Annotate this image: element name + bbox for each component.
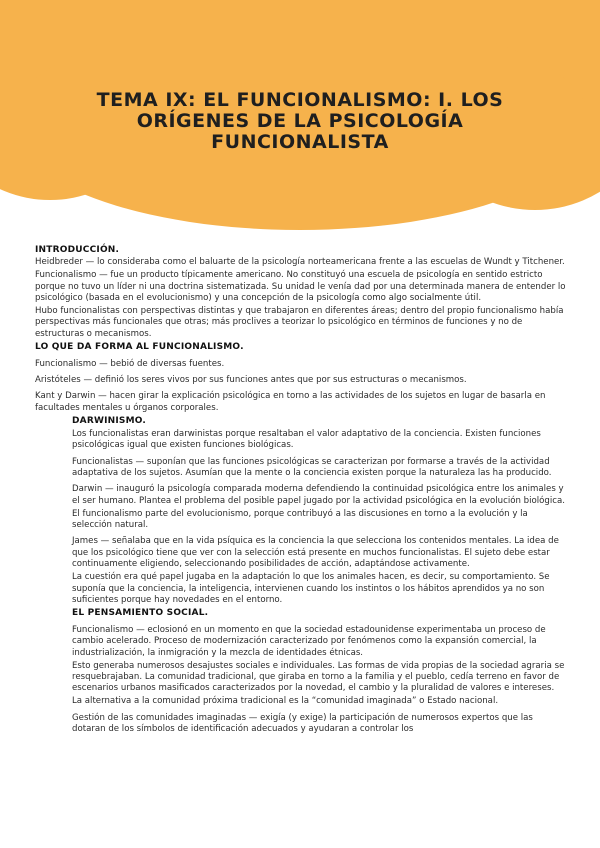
page-title: TEMA IX: EL FUNCIONALISMO: I. LOS ORÍGENES DE LA PSICOLOGÍA FUNCIONALISTA — [96, 89, 504, 153]
paragraph: Funcionalismo — eclosionó en un momento en que la sociedad estadounidense experimentaba un proceso de cambio acelerado. Proceso de modernización caracterizado por fenómenos como la expansión comercial, la industrialización, la inmigración y la mezcla de identidades étnicas. — [72, 624, 546, 658]
paragraph: Funcionalistas — suponían que las funciones psicológicas se caracterizan por formarse a través de la actividad adaptativa de los sujetos. Asumían que la mente o la conciencia existen porque la naturaleza las ha producido. — [72, 456, 552, 478]
paragraph: Gestión de las comunidades imaginadas — exigía (y exige) la participación de numerosos expertos que las dotaran de los símbolos de identificación adecuados y ayudaran a controlar los — [72, 712, 533, 735]
section-heading-pensamiento-social: EL PENSAMIENTO SOCIAL. — [72, 608, 209, 619]
paragraph: Kant y Darwin — hacen girar la explicación psicológica en torno a las actividades de los sujetos en lugar de basarla en facultades mentales u órganos corporales. — [35, 391, 546, 413]
document-body — [35, 243, 567, 737]
paragraph: La cuestión era qué papel jugaba en la adaptación lo que los animales hacen, es decir, su comportamiento. Se suponía que la conciencia, la inteligencia, intervienen cuando los instintos o los hábitos aprendidos ya no son suficientes porque hay novedades en el entorno. — [72, 572, 550, 605]
paragraph: Esto generaba numerosos desajustes sociales e individuales. Las formas de vida propias de la sociedad agraria se resquebrajaban. La comunidad tradicional, que giraba en torno a la familia y el pueblo, cedía terreno en favor de escenarios urbanos masificados caracterizados por la novedad, el cambio y la pluralidad de valores e intereses. — [72, 660, 565, 694]
paragraph: Los funcionalistas eran darwinistas porque resaltaban el valor adaptativo de la conciencia. Existen funciones psicológicas igual que existen funciones biológicas. — [72, 428, 541, 451]
paragraph: El funcionalismo parte del evolucionismo, porque contribuyó a las discusiones en torno a la evolución y la selección natural. — [72, 508, 528, 531]
paragraph: Darwin — inauguró la psicología comparada moderna defendiendo la continuidad psicológica entre los animales y el ser humano. Plantea el problema del posible papel jugado por la actividad psicológica en la evolución biológica. — [72, 484, 565, 506]
section-heading-introduccion: INTRODUCCIÓN. — [35, 245, 120, 255]
paragraph: James — señalaba que en la vida psíquica es la conciencia la que selecciona los contenidos mentales. La idea de que los psicológico tiene que ver con la selección está presente en muchos funcionalistas. El sujeto debe estar continuamente eligiendo, seleccionando posibilidades de acción, adaptándose activamente. — [72, 536, 559, 570]
section-heading-darwinismo: DARWINISMO. — [72, 416, 147, 427]
section-heading-forma: LO QUE DA FORMA AL FUNCIONALISMO. — [35, 342, 244, 353]
paragraph: Heidbreder — lo consideraba como el baluarte de la psicología norteamericana frente a las escuelas de Wundt y Titchener. — [35, 257, 565, 268]
paragraph: Funcionalismo — bebió de diversas fuentes. — [35, 358, 225, 369]
paragraph: Hubo funcionalistas con perspectivas distintas y que trabajaron en diferentes áreas; dentro del propio funcionalismo había perspectivas más funcionales que otras; más proclives a teorizar lo psicológico en términos de funciones y no de estructuras o mecanismos. — [35, 306, 564, 339]
paragraph: La alternativa a la comunidad próxima tradicional es la “comunidad imaginada” o Estado nacional. — [72, 696, 499, 707]
paragraph: Funcionalismo — fue un producto típicamente americano. No constituyó una escuela de psicología en sentido estricto porque no tuvo un líder ni una doctrina sistematizada. Su unidad le venía dad por una determinada manera de entender lo psicológico (basada en el evolucionismo) y una concepción de la psicología como algo socialmente útil. — [35, 270, 566, 304]
paragraph: Aristóteles — definió los seres vivos por sus funciones antes que por sus estructuras o mecanismos. — [35, 375, 467, 386]
title-banner — [0, 0, 600, 240]
